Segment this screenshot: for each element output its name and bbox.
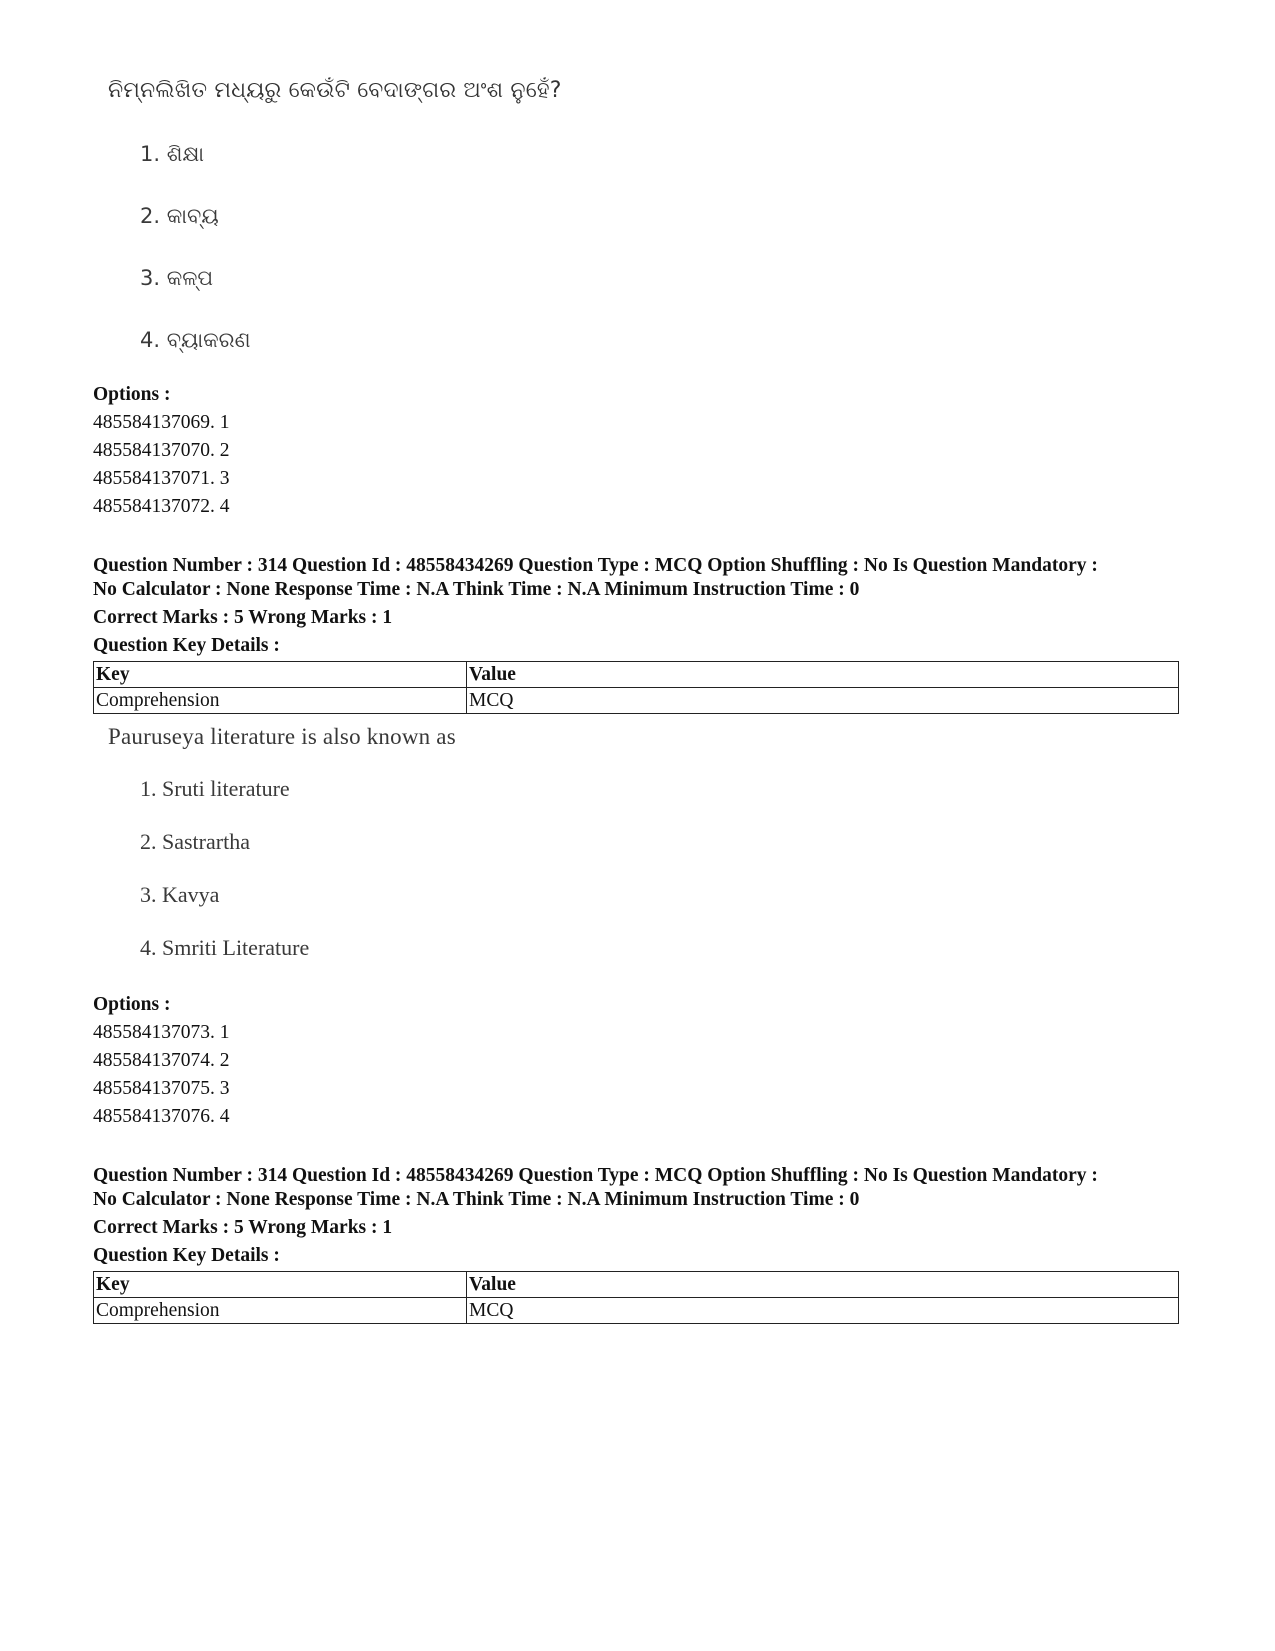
marks-line: Correct Marks : 5 Wrong Marks : 1 bbox=[93, 607, 393, 628]
question-meta-line-2: No Calculator : None Response Time : N.A Think Time : N.A Minimum Instruction Time : 0 bbox=[93, 579, 860, 600]
table-cell-key: Comprehension bbox=[94, 688, 467, 714]
question-choice-4: 4. ବ୍ୟାକରଣ bbox=[140, 328, 251, 352]
option-id-2: 485584137070. 2 bbox=[93, 440, 230, 461]
question-choice-1: 1. ଶିକ୍ଷା bbox=[140, 142, 205, 166]
question-stem-odia: ନିମ୍ନଲିଖିତ ମଧ୍ୟରୁ କେଉଁଟି ବେଦାଙ୍ଗର ଅଂଶ ନୁହେଁ? bbox=[108, 78, 562, 103]
option-id-1: 485584137069. 1 bbox=[93, 412, 230, 433]
table-header-value: Value bbox=[467, 1272, 1179, 1298]
table-row bbox=[94, 688, 1179, 714]
options-label: Options : bbox=[93, 384, 171, 405]
question-choice-3: 3. କଳ୍ପ bbox=[140, 266, 214, 290]
table-row bbox=[94, 1298, 1179, 1324]
option-id-4: 485584137076. 4 bbox=[93, 1106, 230, 1127]
table-header-row bbox=[94, 662, 1179, 688]
key-details-table bbox=[93, 1271, 1179, 1324]
option-id-4: 485584137072. 4 bbox=[93, 496, 230, 517]
question-meta-line-2: No Calculator : None Response Time : N.A Think Time : N.A Minimum Instruction Time : 0 bbox=[93, 1189, 860, 1210]
marks-line: Correct Marks : 5 Wrong Marks : 1 bbox=[93, 1217, 393, 1238]
question-choice-1: 1. Sruti literature bbox=[140, 776, 290, 801]
table-header-value: Value bbox=[467, 662, 1179, 688]
option-id-2: 485584137074. 2 bbox=[93, 1050, 230, 1071]
option-id-3: 485584137071. 3 bbox=[93, 468, 230, 489]
option-id-1: 485584137073. 1 bbox=[93, 1022, 230, 1043]
key-details-table bbox=[93, 661, 1179, 714]
table-cell-value: MCQ bbox=[467, 688, 1179, 714]
question-choice-3: 3. Kavya bbox=[140, 882, 220, 907]
question-meta-line-1: Question Number : 314 Question Id : 48558434269 Question Type : MCQ Option Shuffling : No Is Question Mandatory : bbox=[93, 555, 1098, 576]
question-choice-4: 4. Smriti Literature bbox=[140, 935, 310, 960]
question-choice-2: 2. କାବ୍ୟ bbox=[140, 204, 219, 228]
question-stem-english: Pauruseya literature is also known as bbox=[108, 724, 456, 749]
options-label: Options : bbox=[93, 994, 171, 1015]
table-cell-key: Comprehension bbox=[94, 1298, 467, 1324]
table-header-row bbox=[94, 1272, 1179, 1298]
option-id-3: 485584137075. 3 bbox=[93, 1078, 230, 1099]
table-cell-value: MCQ bbox=[467, 1298, 1179, 1324]
table-header-key: Key bbox=[94, 662, 467, 688]
key-details-label: Question Key Details : bbox=[93, 635, 280, 656]
key-details-label: Question Key Details : bbox=[93, 1245, 280, 1266]
table-header-key: Key bbox=[94, 1272, 467, 1298]
question-choice-2: 2. Sastrartha bbox=[140, 829, 250, 854]
question-meta-line-1: Question Number : 314 Question Id : 48558434269 Question Type : MCQ Option Shuffling : No Is Question Mandatory : bbox=[93, 1165, 1098, 1186]
